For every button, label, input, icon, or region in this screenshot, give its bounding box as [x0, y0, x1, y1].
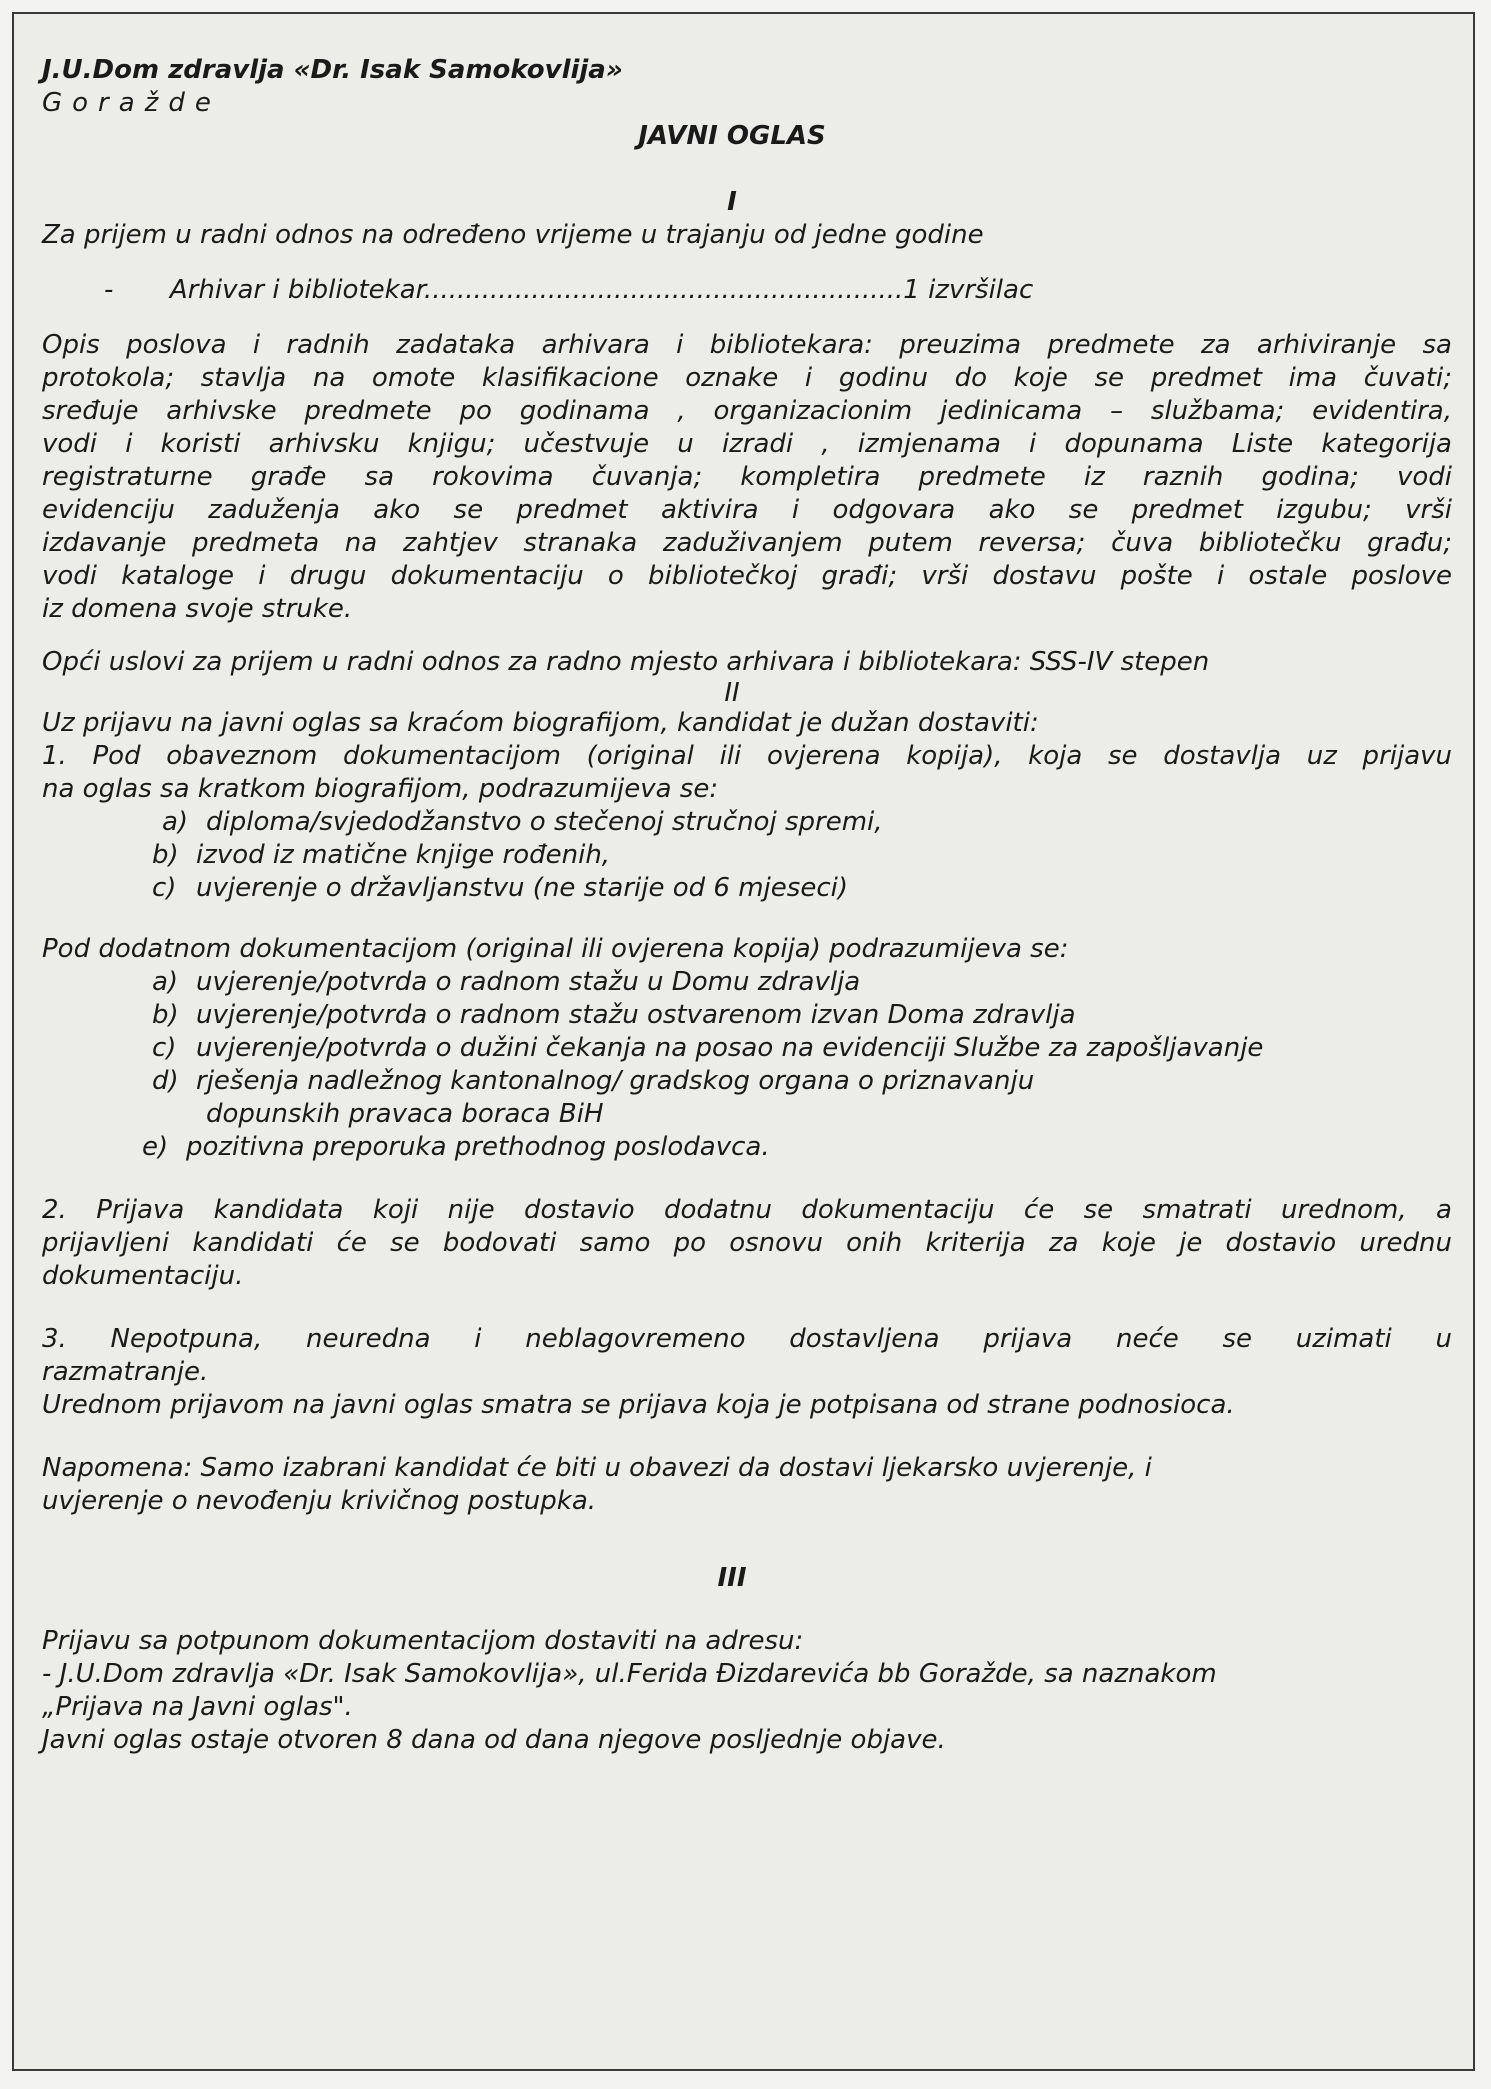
item-text: rješenja nadležnog kantonalnog/ gradskog organa o priznavanju	[196, 1066, 1035, 1096]
point3-line-2: razmatranje.	[42, 1357, 209, 1387]
additional-intro: Pod dodatnom dokumentacijom (original ili ovjerena kopija) podrazumijeva se:	[42, 934, 1069, 964]
item-letter: d)	[152, 1066, 179, 1096]
note-line-1: Napomena: Samo izabrani kandidat će biti u obavezi da dostavi ljekarsko uvjerenje, i	[42, 1453, 1152, 1483]
item-letter: a)	[162, 807, 189, 837]
item-letter: b)	[152, 1000, 179, 1030]
additional-item-b	[42, 999, 1452, 1032]
mandatory-item-c	[42, 872, 1452, 905]
item-text: uvjerenje/potvrda o dužini čekanja na posao na evidenciji Službe za zapošljavanje	[196, 1033, 1264, 1063]
description-line-1: Opis poslova i radnih zadataka arhivara i bibliotekara: preuzima predmete za arhiviranje sa	[42, 330, 1452, 360]
mandatory-intro-line-2: na oglas sa kratkom biografijom, podrazumijeva se:	[42, 774, 719, 804]
mandatory-intro-line-1: 1. Pod obaveznom dokumentacijom (original ili ovjerena kopija), koja se dostavlja uz prijavu	[42, 741, 1452, 771]
section2-intro: Uz prijavu na javni oglas sa kraćom biografijom, kandidat je dužan dostaviti:	[42, 708, 1039, 738]
mandatory-item-a	[42, 806, 1452, 839]
address-subject: „Prijava na Javni oglas".	[42, 1692, 353, 1722]
point2-line-2: prijavljeni kandidati će se bodovati samo po osnovu onih kriterija za koje je dostavio urednu	[42, 1228, 1452, 1258]
additional-item-a	[42, 966, 1452, 999]
description-line-3: sređuje arhivske predmete po godinama , organizacionim jedinicama – službama; evidentira,	[42, 396, 1452, 426]
document-frame	[12, 12, 1475, 2071]
item-letter: e)	[142, 1132, 169, 1162]
position-line	[42, 274, 1452, 307]
item-text: uvjerenje o državljanstvu (ne starije od 6 mjeseci)	[196, 873, 848, 903]
description-line-4: vodi i koristi arhivsku knjigu; učestvuje u izradi , izmjenama i dopunama Liste kategorija	[42, 429, 1452, 459]
city-name: Goražde	[42, 88, 221, 118]
description-line-5: registraturne građe sa rokovima čuvanja; kompletira predmete iz raznih godina; vodi	[42, 462, 1452, 492]
description-line-7: izdavanje predmeta na zahtjev stranaka zaduživanjem putem reversa; čuva bibliotečku građu;	[42, 528, 1452, 558]
item-letter: a)	[152, 967, 179, 997]
section-numeral-2: II	[724, 678, 740, 708]
item-text: izvod iz matične knjige rođenih,	[196, 840, 611, 870]
public-notice	[42, 54, 1452, 1757]
item-text: pozitivna preporuka prethodnog poslodavca.	[186, 1132, 770, 1162]
description-line-6: evidenciju zaduženja ako se predmet aktivira i odgovara ako se predmet izgubu; vrši	[42, 495, 1452, 525]
section-numeral-1: I	[727, 187, 737, 217]
position-title: Arhivar i bibliotekar..........................................................1 izvršilac	[169, 275, 1034, 305]
item-text: uvjerenje/potvrda o radnom stažu u Domu zdravlja	[196, 967, 861, 997]
address-line: - J.U.Dom zdravlja «Dr. Isak Samokovlija», ul.Ferida Đizdarevića bb Goražde, sa naznakom	[42, 1659, 1217, 1689]
notice-duration: Javni oglas ostaje otvoren 8 dana od dana njegove posljednje objave.	[42, 1725, 946, 1755]
additional-item-c	[42, 1032, 1452, 1065]
item-letter: b)	[152, 840, 179, 870]
description-line-9: iz domena svoje struke.	[42, 594, 353, 624]
mandatory-item-b	[42, 839, 1452, 872]
item-text: uvjerenje/potvrda o radnom stažu ostvarenom izvan Doma zdravlja	[196, 1000, 1076, 1030]
item-letter: c)	[152, 873, 177, 903]
description-line-8: vodi kataloge i drugu dokumentaciju o bibliotečkoj građi; vrši dostavu pošte i ostale poslove	[42, 561, 1452, 591]
section-numeral-3: III	[717, 1563, 747, 1593]
description-line-2: protokola; stavlja na omote klasifikacione oznake i godinu do koje se predmet ima čuvati;	[42, 363, 1452, 393]
general-conditions: Opći uslovi za prijem u radni odnos za radno mjesto arhivara i bibliotekara: SSS-IV stepen	[42, 647, 1210, 677]
institution-name: J.U.Dom zdravlja «Dr. Isak Samokovlija»	[42, 55, 623, 85]
point3-line-3: Urednom prijavom na javni oglas smatra se prijava koja je potpisana od strane podnosioca.	[42, 1390, 1235, 1420]
point3-line-1: 3. Nepotpuna, neuredna i neblagovremeno dostavljena prijava neće se uzimati u	[42, 1324, 1452, 1354]
section1-intro: Za prijem u radni odnos na određeno vrijeme u trajanju od jedne godine	[42, 220, 984, 250]
additional-item-d-cont: dopunskih pravaca boraca BiH	[206, 1099, 604, 1129]
address-intro: Prijavu sa potpunom dokumentacijom dostaviti na adresu:	[42, 1626, 804, 1656]
item-letter: c)	[152, 1033, 177, 1063]
point2-line-1: 2. Prijava kandidata koji nije dostavio dodatnu dokumentaciju će se smatrati urednom, a	[42, 1195, 1452, 1225]
notice-title: JAVNI OGLAS	[638, 121, 826, 151]
item-text: diploma/svjedodžanstvo o stečenoj stručnoj spremi,	[206, 807, 883, 837]
additional-item-e	[42, 1131, 1452, 1164]
additional-item-d	[42, 1065, 1452, 1098]
position-dash: -	[104, 275, 114, 305]
point2-line-3: dokumentaciju.	[42, 1261, 244, 1291]
note-line-2: uvjerenje o nevođenju krivičnog postupka.	[42, 1486, 597, 1516]
